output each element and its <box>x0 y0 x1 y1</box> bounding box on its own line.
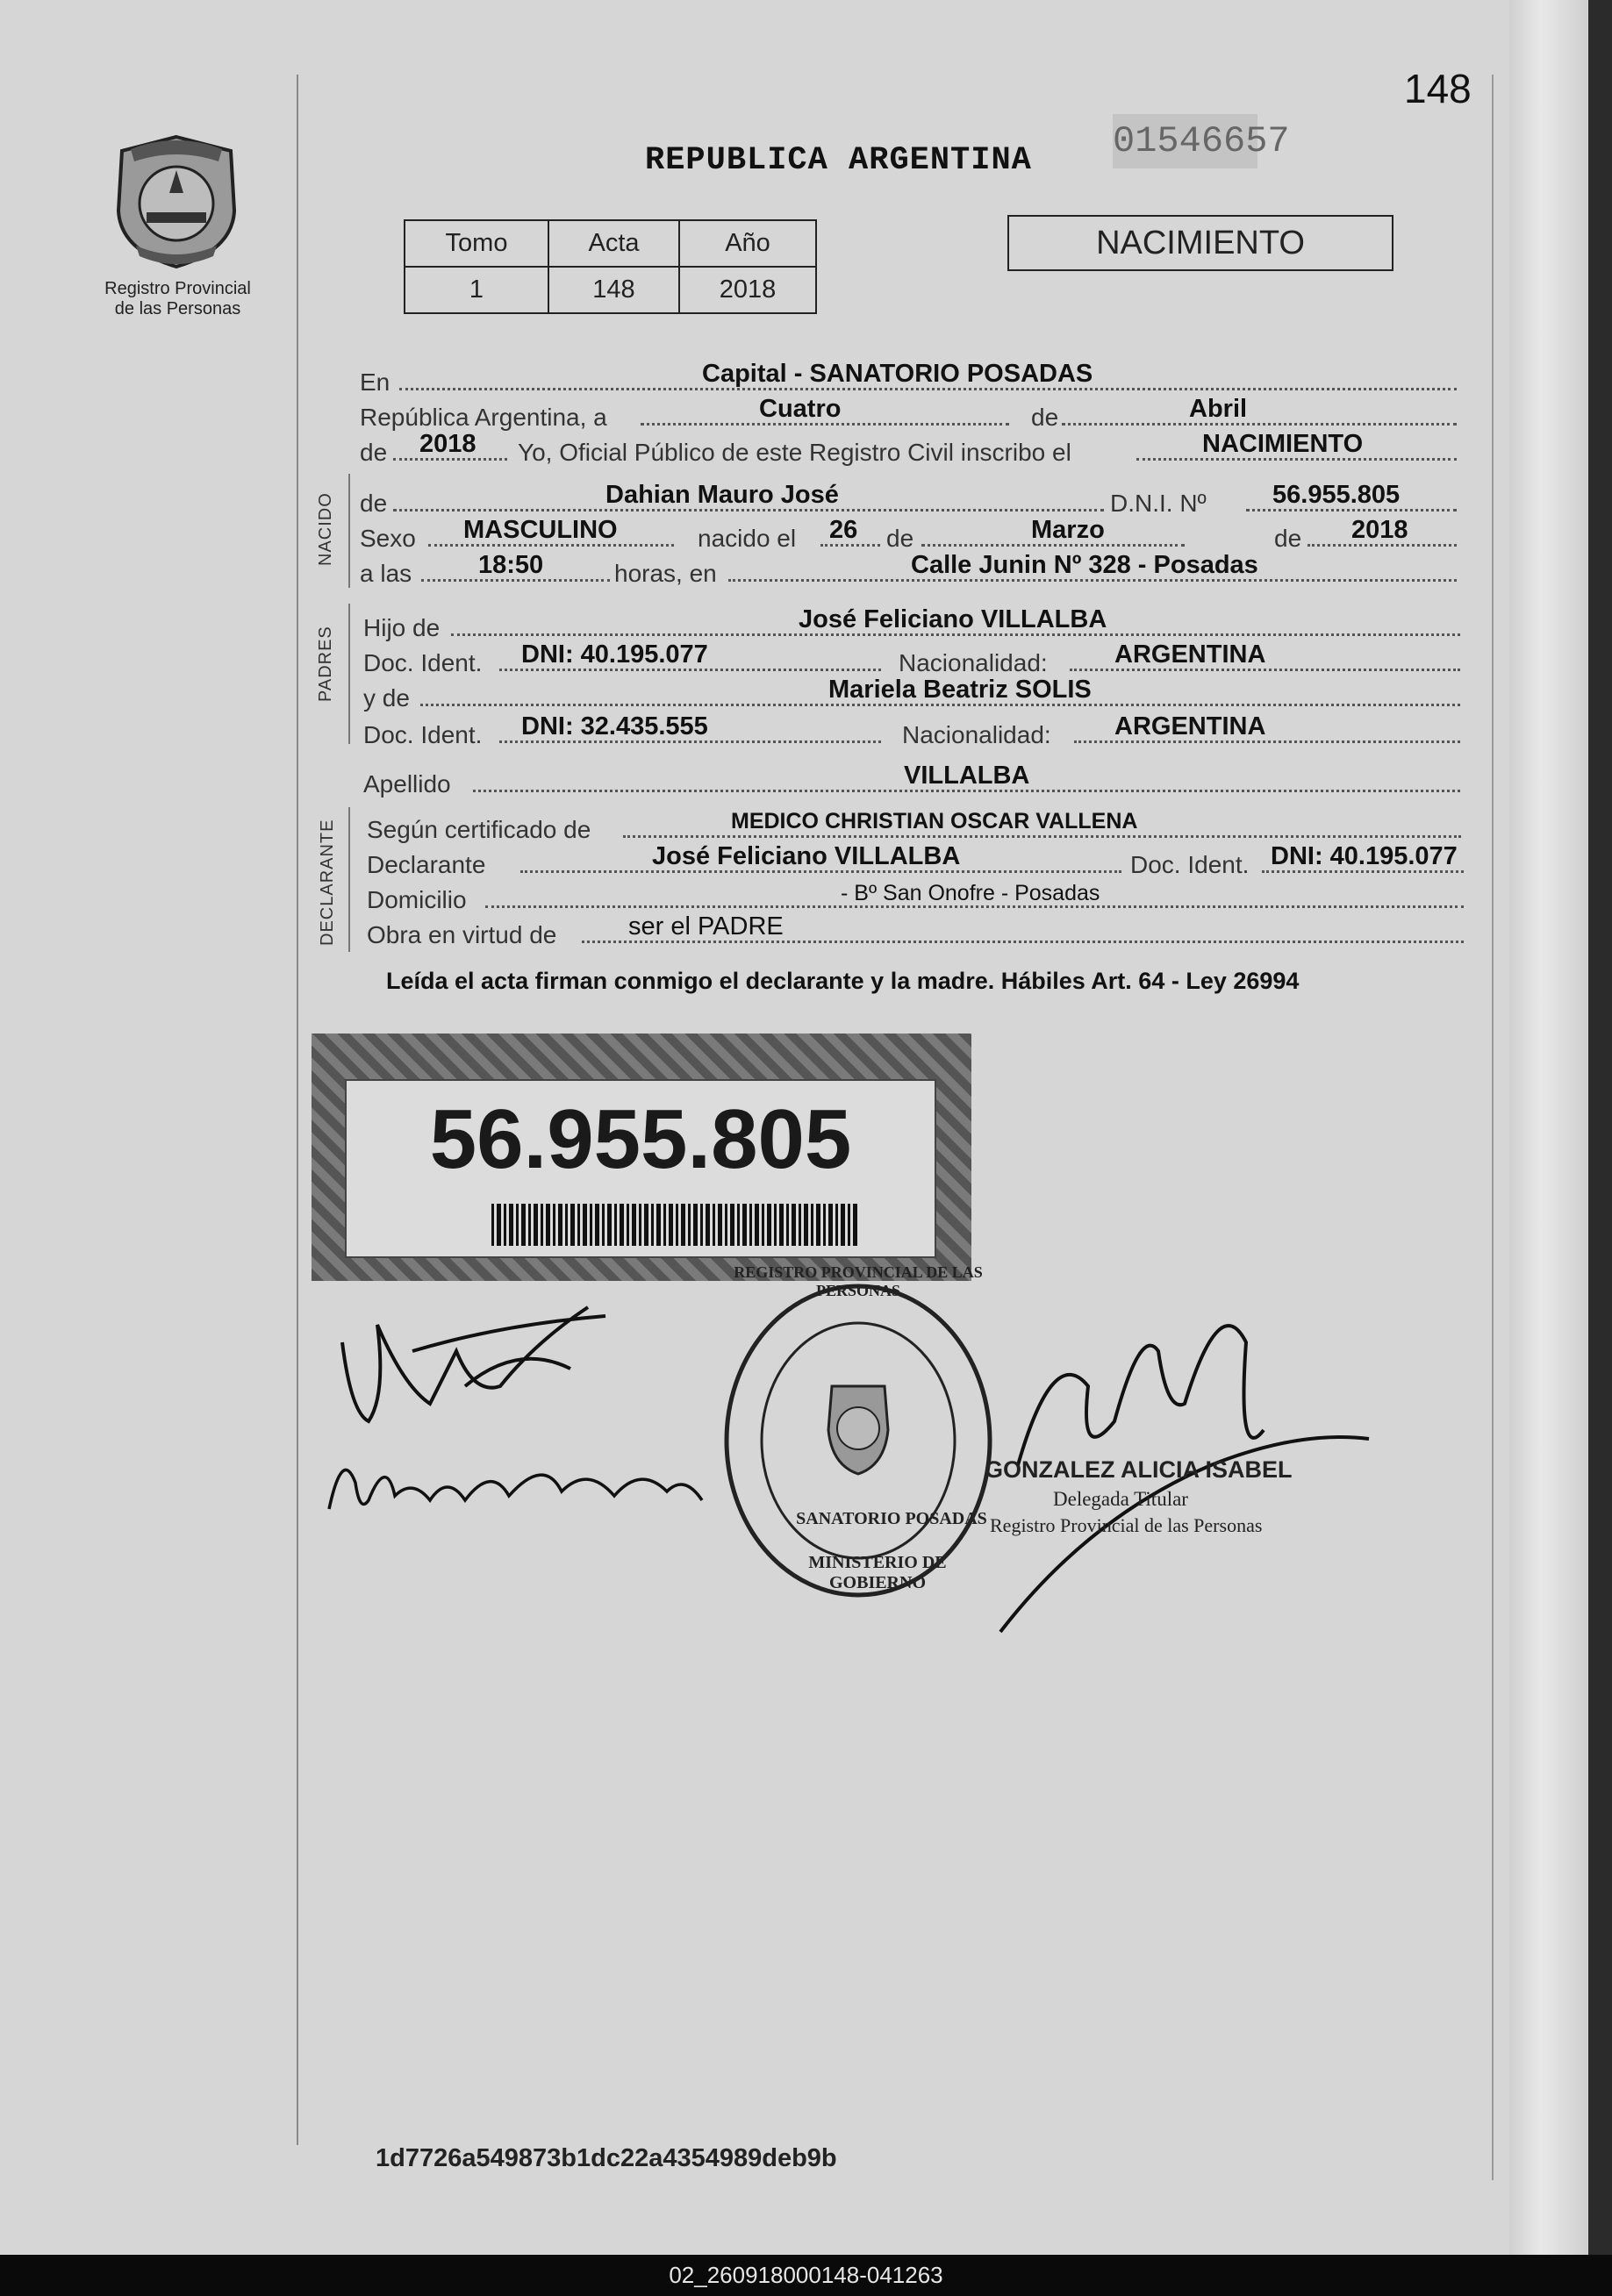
label-doc-ident-declarant: Doc. Ident. <box>1130 851 1250 878</box>
stamp-bottom-text: MINISTERIO DE GOBIERNO <box>808 1553 947 1592</box>
father-signature <box>325 1290 623 1439</box>
field-row-surname <box>363 763 1465 798</box>
label-surname: Apellido <box>363 770 451 798</box>
official-name: GONZALEZ ALICIA ISABEL <box>985 1456 1293 1483</box>
label-and-of: y de <box>363 684 410 712</box>
page-number: 148 <box>1404 66 1472 111</box>
value-by-virtue: ser el PADRE <box>628 912 784 941</box>
field-row-certificate <box>367 809 1468 844</box>
value-place: Capital - SANATORIO POSADAS <box>702 360 1093 388</box>
right-margin-line <box>1492 75 1494 2180</box>
label-de-name: de <box>360 490 388 517</box>
left-margin-line <box>297 75 298 2145</box>
label-by-virtue: Obra en virtud de <box>367 921 557 948</box>
value-surname: VILLALBA <box>904 762 1030 790</box>
section-divider-padres <box>348 604 350 744</box>
field-row-father <box>363 607 1465 642</box>
label-address: Domicilio <box>367 886 467 913</box>
provincial-seal-logo <box>110 132 243 272</box>
field-row-date <box>360 397 1461 432</box>
field-row-time <box>360 553 1461 588</box>
document-title: REPUBLICA ARGENTINA <box>645 142 1032 179</box>
field-row-father-doc <box>363 642 1465 677</box>
registry-value-anio: 2018 <box>679 267 816 313</box>
value-child-dni: 56.955.805 <box>1272 481 1401 509</box>
side-label-nacido: NACIDO <box>316 492 335 566</box>
section-divider-declarante <box>348 807 350 952</box>
value-address: - Bº San Onofre - Posadas <box>841 881 1100 905</box>
value-year: 2018 <box>419 430 476 458</box>
registry-header-anio: Año <box>679 220 816 267</box>
value-time: 18:50 <box>478 551 544 579</box>
stamp-inner-text: SANATORIO POSADAS <box>796 1509 987 1528</box>
value-mother-doc: DNI: 32.435.555 <box>521 712 708 740</box>
barcode <box>491 1204 860 1246</box>
mother-signature <box>316 1430 711 1527</box>
label-de-birth-month: de <box>886 525 914 552</box>
field-row-mother-doc <box>363 714 1465 749</box>
label-son-of: Hijo de <box>363 614 441 641</box>
official-role: Delegada Titular <box>1053 1488 1188 1510</box>
value-declarant-doc: DNI: 40.195.077 <box>1271 842 1458 870</box>
label-dni: D.N.I. Nº <box>1110 490 1207 517</box>
serial-number-stamp: 01546657 <box>1113 114 1257 168</box>
value-birth-place: Calle Junin Nº 328 - Posadas <box>911 551 1258 579</box>
value-father-doc: DNI: 40.195.077 <box>521 640 708 669</box>
value-declarant: José Feliciano VILLALBA <box>652 842 961 870</box>
side-label-padres: PADRES <box>316 626 335 702</box>
registry-table <box>404 219 817 314</box>
value-child-name: Dahian Mauro José <box>605 481 839 509</box>
label-nationality-mother: Nacionalidad: <box>902 721 1051 748</box>
registry-value-tomo: 1 <box>405 267 548 313</box>
label-republica: República Argentina, a <box>360 404 607 431</box>
field-row-name <box>360 483 1461 518</box>
stamp-top-text: REGISTRO PROVINCIAL DE LAS PERSONAS <box>734 1263 983 1299</box>
logo-caption-line2: de las Personas <box>114 299 241 318</box>
label-doc-ident-mother: Doc. Ident. <box>363 721 483 748</box>
dotted-line <box>623 835 1461 838</box>
sticker-dni-number: 56.955.805 <box>429 1092 852 1186</box>
stacked-pages-edge <box>1509 0 1588 2255</box>
value-mother-name: Mariela Beatriz SOLIS <box>828 676 1092 704</box>
value-birth-day: 26 <box>829 516 858 544</box>
label-at: a las <box>360 560 412 587</box>
label-according-to: Según certificado de <box>367 816 591 843</box>
scan-footer: 02_260918000148-041263 <box>0 2255 1612 2296</box>
dotted-line <box>1062 423 1457 426</box>
label-en: En <box>360 368 390 396</box>
field-row-by-virtue <box>367 914 1468 949</box>
label-nationality-father: Nacionalidad: <box>899 649 1048 676</box>
registry-value-acta: 148 <box>548 267 679 313</box>
record-kind-box: NACIMIENTO <box>1007 215 1393 271</box>
value-father-name: José Feliciano VILLALBA <box>799 605 1107 633</box>
field-row-declarant <box>367 844 1468 879</box>
value-father-nationality: ARGENTINA <box>1114 640 1266 669</box>
value-day: Cuatro <box>759 395 842 423</box>
label-doc-ident-father: Doc. Ident. <box>363 649 483 676</box>
registry-header-tomo: Tomo <box>405 220 548 267</box>
label-yo-oficial: Yo, Oficial Público de este Registro Civil inscribo el <box>518 439 1071 466</box>
field-row-mother <box>363 677 1465 712</box>
value-mother-nationality: ARGENTINA <box>1114 712 1266 740</box>
field-row-place <box>360 361 1461 397</box>
registry-header-acta: Acta <box>548 220 679 267</box>
section-divider-nacido <box>348 474 350 588</box>
label-born-on: nacido el <box>698 525 797 552</box>
logo-caption <box>88 279 268 319</box>
field-row-year <box>360 432 1461 467</box>
document-hash: 1d7726a549873b1dc22a4354989deb9b <box>376 2144 837 2172</box>
dni-sticker <box>312 1034 971 1281</box>
side-label-declarante: DECLARANTE <box>318 819 337 946</box>
field-row-sex <box>360 518 1461 553</box>
logo-caption-line1: Registro Provincial <box>104 279 251 298</box>
closing-statement: Leída el acta firman conmigo el declarante y la madre. Hábiles Art. 64 - Ley 26994 <box>386 968 1300 994</box>
value-act: NACIMIENTO <box>1202 430 1364 458</box>
label-de-year: de <box>360 439 388 466</box>
value-sex: MASCULINO <box>463 516 618 544</box>
value-birth-year: 2018 <box>1351 516 1408 544</box>
field-row-address <box>367 879 1468 914</box>
label-declarant: Declarante <box>367 851 486 878</box>
value-certificate: MEDICO CHRISTIAN OSCAR VALLENA <box>731 809 1138 833</box>
value-birth-month: Marzo <box>1031 516 1105 544</box>
sticker-label <box>345 1079 936 1258</box>
label-hours-in: horas, en <box>614 560 717 587</box>
label-sex: Sexo <box>360 525 416 552</box>
value-month: Abril <box>1189 395 1248 423</box>
official-office: Registro Provincial de las Personas <box>990 1514 1263 1536</box>
label-de-month: de <box>1031 404 1059 431</box>
label-de-birth-year: de <box>1274 525 1302 552</box>
